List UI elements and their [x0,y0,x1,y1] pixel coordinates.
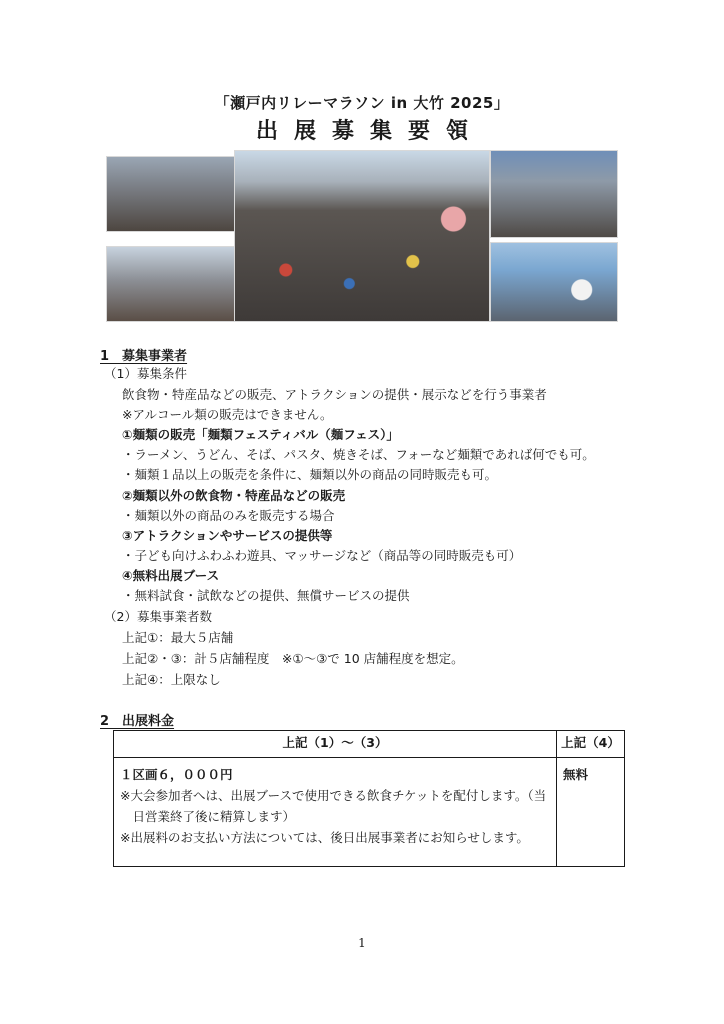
section-2-heading [100,710,174,729]
section-2-heading-text: 2 出展料金 [100,714,175,729]
category-4-line: ・無料試食・試飲などの提供、無償サービスの提供 [122,588,410,603]
relay-photo-bottom-right [490,242,618,322]
category-4-title: ④無料出展ブース [122,568,220,583]
runners-photo-bottom-left [106,246,236,322]
crowd-photo-center [234,150,490,322]
section-1-heading-text: 1 募集事業者 [100,349,188,364]
fee-free-value: 無料 [563,767,589,782]
fee-table-row [114,758,625,867]
fee-header-b: 上記（4） [557,731,625,758]
category-1-line: ・麺類１品以上の販売を条件に、麺類以外の商品の同時販売も可。 [122,467,498,482]
category-1-line: ・ラーメン、うどん、そば、パスタ、焼きそば、フォーなど麺類であれば何でも可。 [122,447,595,462]
sub2-line: 上記①：最大５店舗 [122,630,234,645]
start-photo-top-right [490,150,618,238]
event-photo-collage [106,150,616,320]
fee-table [113,730,625,867]
sub1-line: 飲食物・特産品などの販売、アトラクションの提供・展示などを行う事業者 [122,387,547,402]
event-title: 「瀬戸内リレーマラソン in 大竹 2025」 [214,94,510,112]
sub2-line: 上記②・③：計５店舗程度 ※①～③で 10 店舗程度を想定。 [122,651,464,666]
fee-header-a: 上記（1）～（3） [114,731,557,758]
sub2-label: （2）募集事業者数 [104,609,212,624]
fee-note: 日営業終了後に精算します） [120,809,296,824]
page-number: 1 [358,936,366,950]
fee-cell-b [557,758,625,867]
fee-cell-a [114,758,557,867]
category-3-title: ③アトラクションやサービスの提供等 [122,528,333,543]
section-1-heading [100,345,187,364]
category-3-line: ・子ども向けふわふわ遊具、マッサージなど（商品等の同時販売も可） [122,548,522,563]
fee-price: １区画６，０００円 [120,767,233,782]
sub1-label: （1）募集条件 [104,366,187,381]
page-title: 出展募集要領 [255,119,484,144]
category-2-line: ・麺類以外の商品のみを販売する場合 [122,508,335,523]
fee-note: ※出展料のお支払い方法については、後日出展事業者にお知らせします。 [120,830,529,845]
fee-note: ※大会参加者へは、出展ブースで使用できる飲食チケットを配付します。（当 [120,788,547,803]
sub1-line: ※アルコール類の販売はできません。 [122,407,333,422]
runners-photo-top-left [106,156,236,232]
category-2-title: ②麺類以外の飲食物・特産品などの販売 [122,488,346,503]
sub2-line: 上記④：上限なし [122,672,221,687]
fee-table-header-row [114,731,625,758]
category-1-title: ①麺類の販売「麺類フェスティバル（麺フェス）」 [122,427,399,442]
